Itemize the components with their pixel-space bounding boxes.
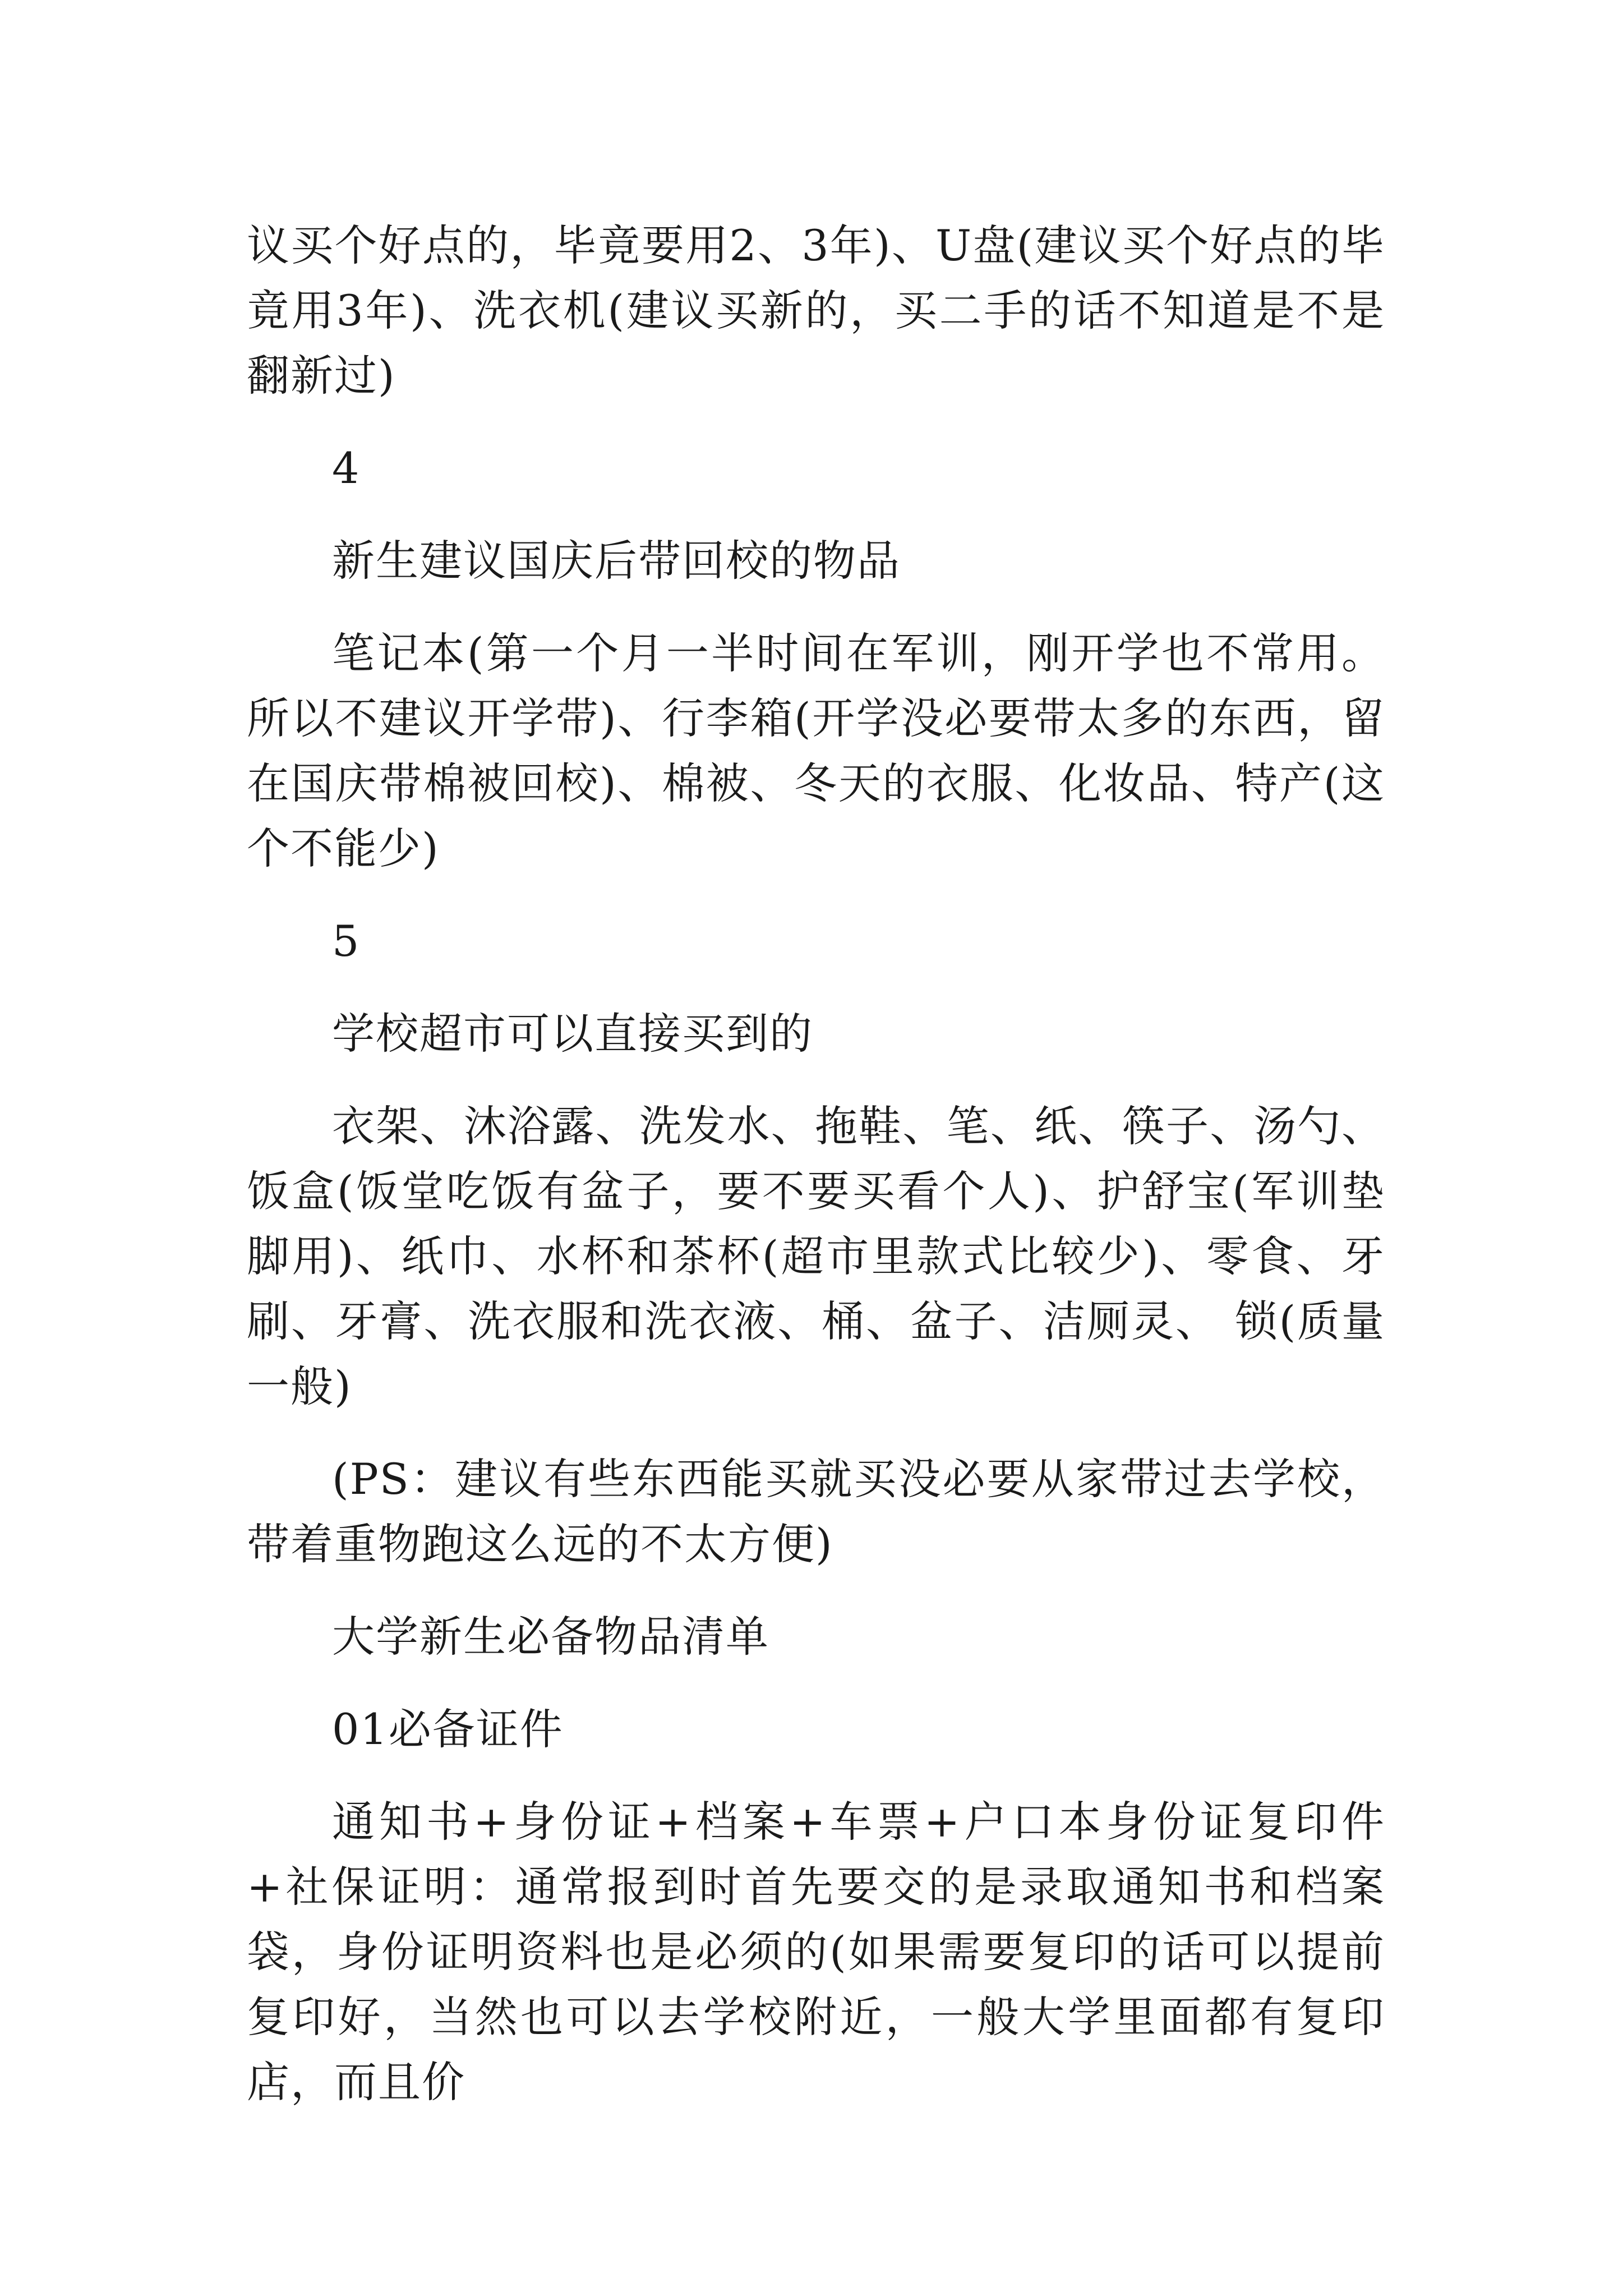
section-heading-documents: 01必备证件 <box>332 1704 564 1754</box>
section-number-4: 4 <box>332 443 361 493</box>
section-number-5: 5 <box>332 916 361 966</box>
paragraph-ps-note: (PS：建议有些东西能买就买没必要从家带过去学校，带着重物跑这么远的不太方便) <box>247 1454 1385 1569</box>
paragraph-continued-items: 议买个好点的，毕竟要用2、3年)、U盘(建议买个好点的毕竟用3年)、洗衣机(建议买新的，买二手的话不知道是不是翻新过) <box>247 220 1385 401</box>
section-heading-checklist: 大学新生必备物品清单 <box>332 1612 769 1662</box>
document-body <box>247 213 1385 2142</box>
section-heading-after-national-day: 新生建议国庆后带回校的物品 <box>332 536 901 586</box>
section-heading-supermarket: 学校超市可以直接买到的 <box>332 1009 813 1059</box>
paragraph-after-national-day-items: 笔记本(第一个月一半时间在军训，刚开学也不常用。所以不建议开学带)、行李箱(开学没必要带太多的东西，留在国庆带棉被回校)、棉被、冬天的衣服、化妆品、特产(这个不能少) <box>247 628 1385 873</box>
paragraph-documents-detail: 通知书+身份证+档案+车票+户口本身份证复印件+社保证明：通常报到时首先要交的是录取通知书和档案袋，身份证明资料也是必须的(如果需要复印的话可以提前复印好，当然也可以去学校附近，一般大学里面都有复印店，而且价 <box>247 1797 1385 2107</box>
paragraph-supermarket-items: 衣架、沐浴露、洗发水、拖鞋、笔、纸、筷子、汤勺、饭盒(饭堂吃饭有盆子，要不要买看个人)、护舒宝(军训垫脚用)、纸巾、水杯和茶杯(超市里款式比较少)、零食、牙刷、牙膏、洗衣服和洗衣液、桶、盆子、洁厕灵、 锁(质量一般) <box>247 1101 1385 1411</box>
